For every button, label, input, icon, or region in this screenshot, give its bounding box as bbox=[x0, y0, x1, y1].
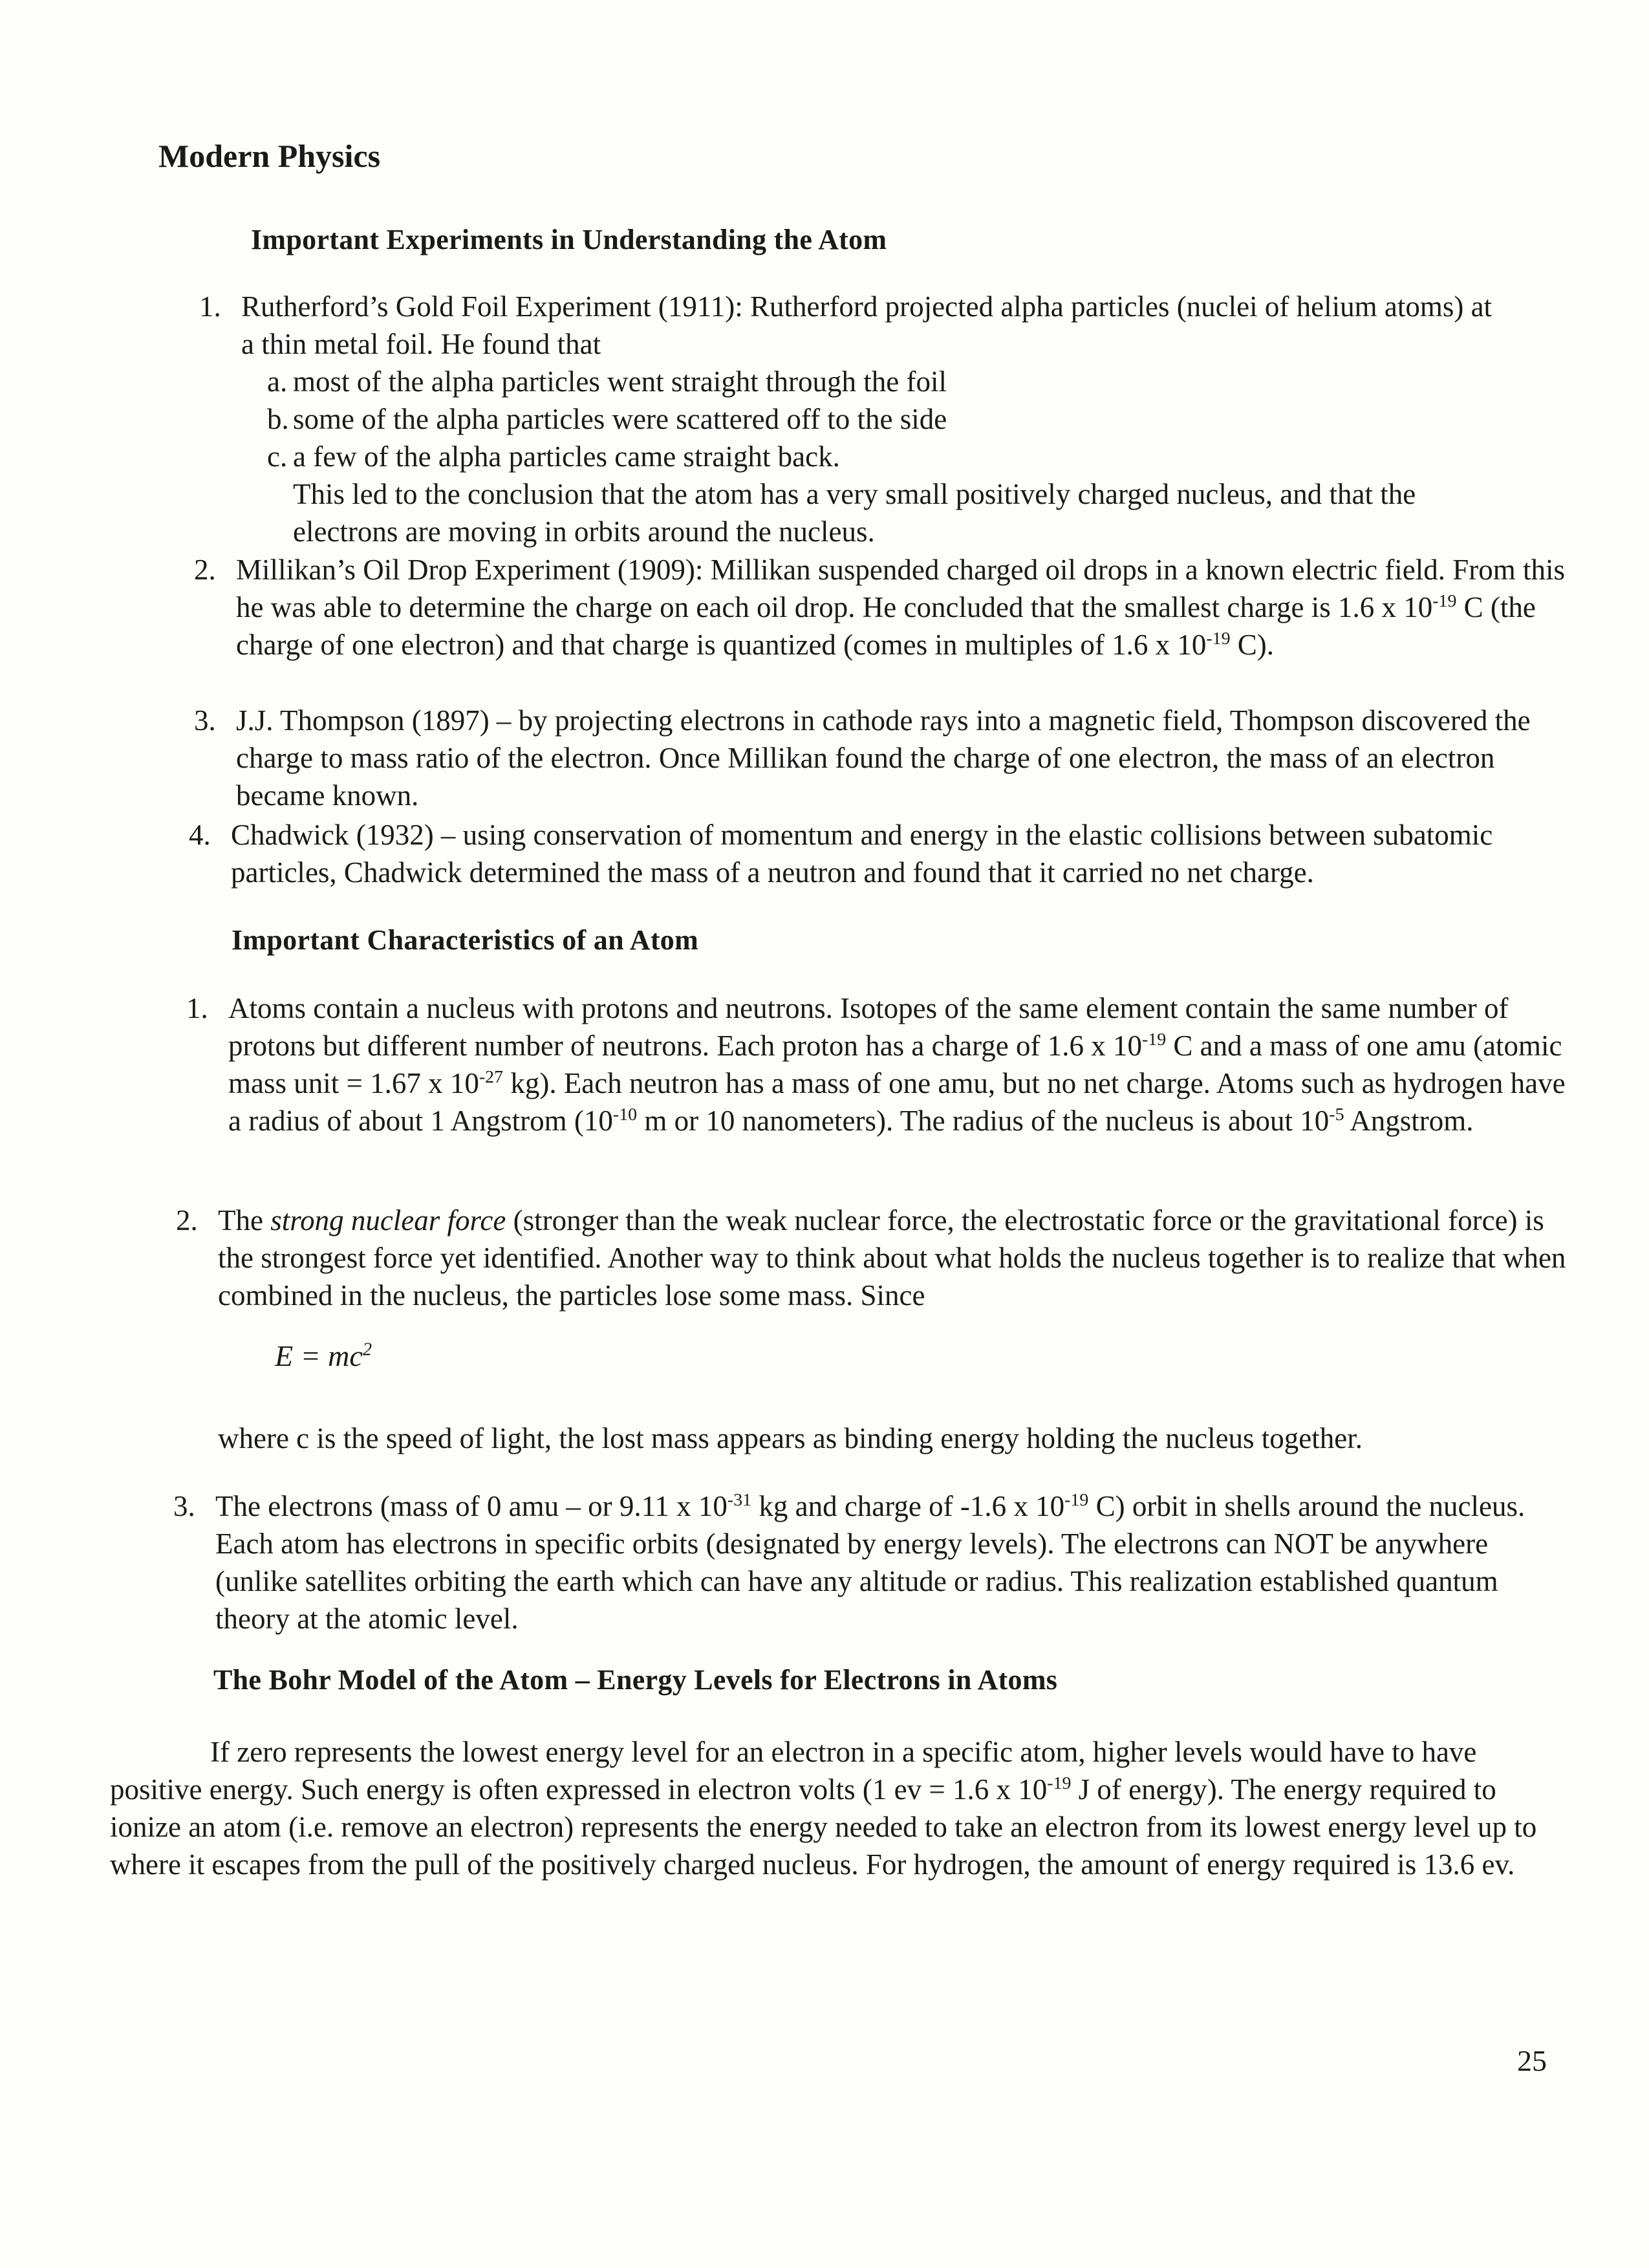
italic-term: strong nuclear force bbox=[270, 1204, 506, 1237]
item-text: Atoms contain a nucleus with protons and neutrons. Isotopes of the same element contain the same number of protons but different number of neutrons. Each proton has a charge of 1.6 x 10 bbox=[228, 992, 1509, 1062]
item-number: 2. bbox=[176, 1204, 198, 1237]
item-text: J.J. Thompson (1897) – by projecting electrons in cathode rays into a magnetic field, Thompson discovered the charge to mass ratio of the electron. Once Millikan found the charge of one electron, the mass of an electron became known. bbox=[236, 704, 1531, 812]
list-item bbox=[176, 1202, 1573, 1314]
item-text: Rutherford’s Gold Foil Experiment (1911): Rutherford projected alpha particles (nuclei of helium atoms) at a thin metal foil. He found that bbox=[241, 290, 1493, 360]
page-title: Modern Physics bbox=[158, 138, 381, 174]
exponent: -19 bbox=[1064, 1490, 1089, 1510]
page-number: 25 bbox=[1517, 2044, 1547, 2077]
exponent: -19 bbox=[1047, 1773, 1072, 1793]
item-text: The bbox=[218, 1204, 271, 1237]
item-text: C (the charge of one electron) and that charge is quantized (comes in multiples of 1.6 x 10 bbox=[236, 591, 1536, 661]
equation-base: E = mc bbox=[275, 1339, 363, 1372]
bohr-paragraph bbox=[110, 1733, 1565, 1883]
exponent: -19 bbox=[1141, 1030, 1167, 1050]
item-text: Chadwick (1932) – using conservation of momentum and energy in the elastic collisions between subatomic particles, Chadwick determined the mass of a neutron and found that it carried no net charge. bbox=[231, 819, 1493, 889]
exponent: -10 bbox=[612, 1105, 638, 1125]
item-text: kg and charge of -1.6 x 10 bbox=[751, 1490, 1065, 1522]
item-text: m or 10 nanometers). The radius of the nucleus is about 10 bbox=[637, 1105, 1330, 1137]
list-item bbox=[189, 816, 1586, 891]
paragraph-text: J of energy). The energy required to ionize an atom (i.e. remove an electron) represents the energy needed to take an electron from its lowest energy level up to where it escapes from the pull of the positively charged nucleus. For hydrogen, the amount of energy required is 13.6 ev. bbox=[110, 1773, 1537, 1881]
item-text: C) orbit in shells around the nucleus. Each atom has electrons in specific orbits (designated by energy levels). The electrons can NOT be anywhere (unlike satellites orbiting the earth which can have any altitude or radius. This realization established quantum theory at the atomic level. bbox=[215, 1490, 1525, 1635]
exponent: 2 bbox=[362, 1339, 372, 1360]
list-item bbox=[194, 551, 1584, 664]
item-number: 1. bbox=[186, 992, 208, 1024]
item-number: 4. bbox=[189, 819, 211, 851]
sub-item-text: some of the alpha particles were scattered off to the side bbox=[293, 403, 947, 435]
item-text: The electrons (mass of 0 amu – or 9.11 x 10 bbox=[215, 1490, 727, 1522]
conclusion-text: This led to the conclusion that the atom has a very small positively charged nucleus, and that the electrons are moving in orbits around the nucleus. bbox=[293, 478, 1416, 548]
exponent: -19 bbox=[1206, 629, 1231, 649]
sub-item-letter: b. bbox=[267, 403, 289, 435]
item-text: kg). Each neutron has a mass of one amu, but no net charge. Atoms such as hydrogen have a radius of about 1 Angstrom (10 bbox=[228, 1067, 1566, 1137]
list-item bbox=[186, 989, 1577, 1139]
list-item bbox=[173, 1487, 1577, 1637]
paragraph-text: If zero represents the lowest energy level for an electron in a specific atom, higher levels would have to have positive energy. Such energy is often expressed in electron volts (1 ev = 1.6 x 10 bbox=[110, 1736, 1477, 1806]
equation bbox=[275, 1339, 372, 1373]
list-item bbox=[194, 702, 1584, 814]
sub-item-text: most of the alpha particles went straight through the foil bbox=[293, 365, 947, 398]
item-number: 3. bbox=[194, 704, 216, 737]
sub-item bbox=[241, 400, 1512, 438]
item-text: C). bbox=[1230, 629, 1275, 661]
bohr-heading: The Bohr Model of the Atom – Energy Levels for Electrons in Atoms bbox=[213, 1664, 1058, 1696]
item-text: (stronger than the weak nuclear force, the electrostatic force or the gravitational force) is the strongest force yet identified. Another way to think about what holds the nucleus together is to realize that when combined in the nucleus, the particles lose some mass. Since bbox=[218, 1204, 1566, 1312]
item-number: 3. bbox=[173, 1490, 195, 1522]
item-text: where c is the speed of light, the lost mass appears as binding energy holding the nucleus together. bbox=[218, 1422, 1363, 1454]
item-number: 1. bbox=[199, 290, 221, 323]
sub-item bbox=[241, 363, 1512, 400]
exponent: -19 bbox=[1432, 591, 1457, 611]
item-number: 2. bbox=[194, 554, 216, 586]
sub-item bbox=[241, 438, 1512, 475]
exponent: -5 bbox=[1329, 1105, 1344, 1125]
exponent: -31 bbox=[727, 1490, 752, 1510]
item-text: Angstrom. bbox=[1344, 1105, 1474, 1137]
list-item bbox=[199, 288, 1512, 550]
exponent: -27 bbox=[479, 1067, 504, 1087]
characteristics-heading: Important Characteristics of an Atom bbox=[232, 924, 699, 956]
item-text: C and a mass of one amu (atomic mass unit = 1.67 x 10 bbox=[228, 1030, 1562, 1099]
sub-item-letter: c. bbox=[267, 440, 288, 473]
sub-item-letter: a. bbox=[267, 365, 288, 398]
sub-item-text: a few of the alpha particles came straight back. bbox=[293, 440, 840, 473]
item-text: Millikan’s Oil Drop Experiment (1909): Millikan suspended charged oil drops in a known electric field. From this he was able to determine the charge on each oil drop. He concluded that the smallest charge is 1.6 x 10 bbox=[236, 554, 1566, 623]
experiments-heading: Important Experiments in Understanding the Atom bbox=[251, 224, 887, 255]
